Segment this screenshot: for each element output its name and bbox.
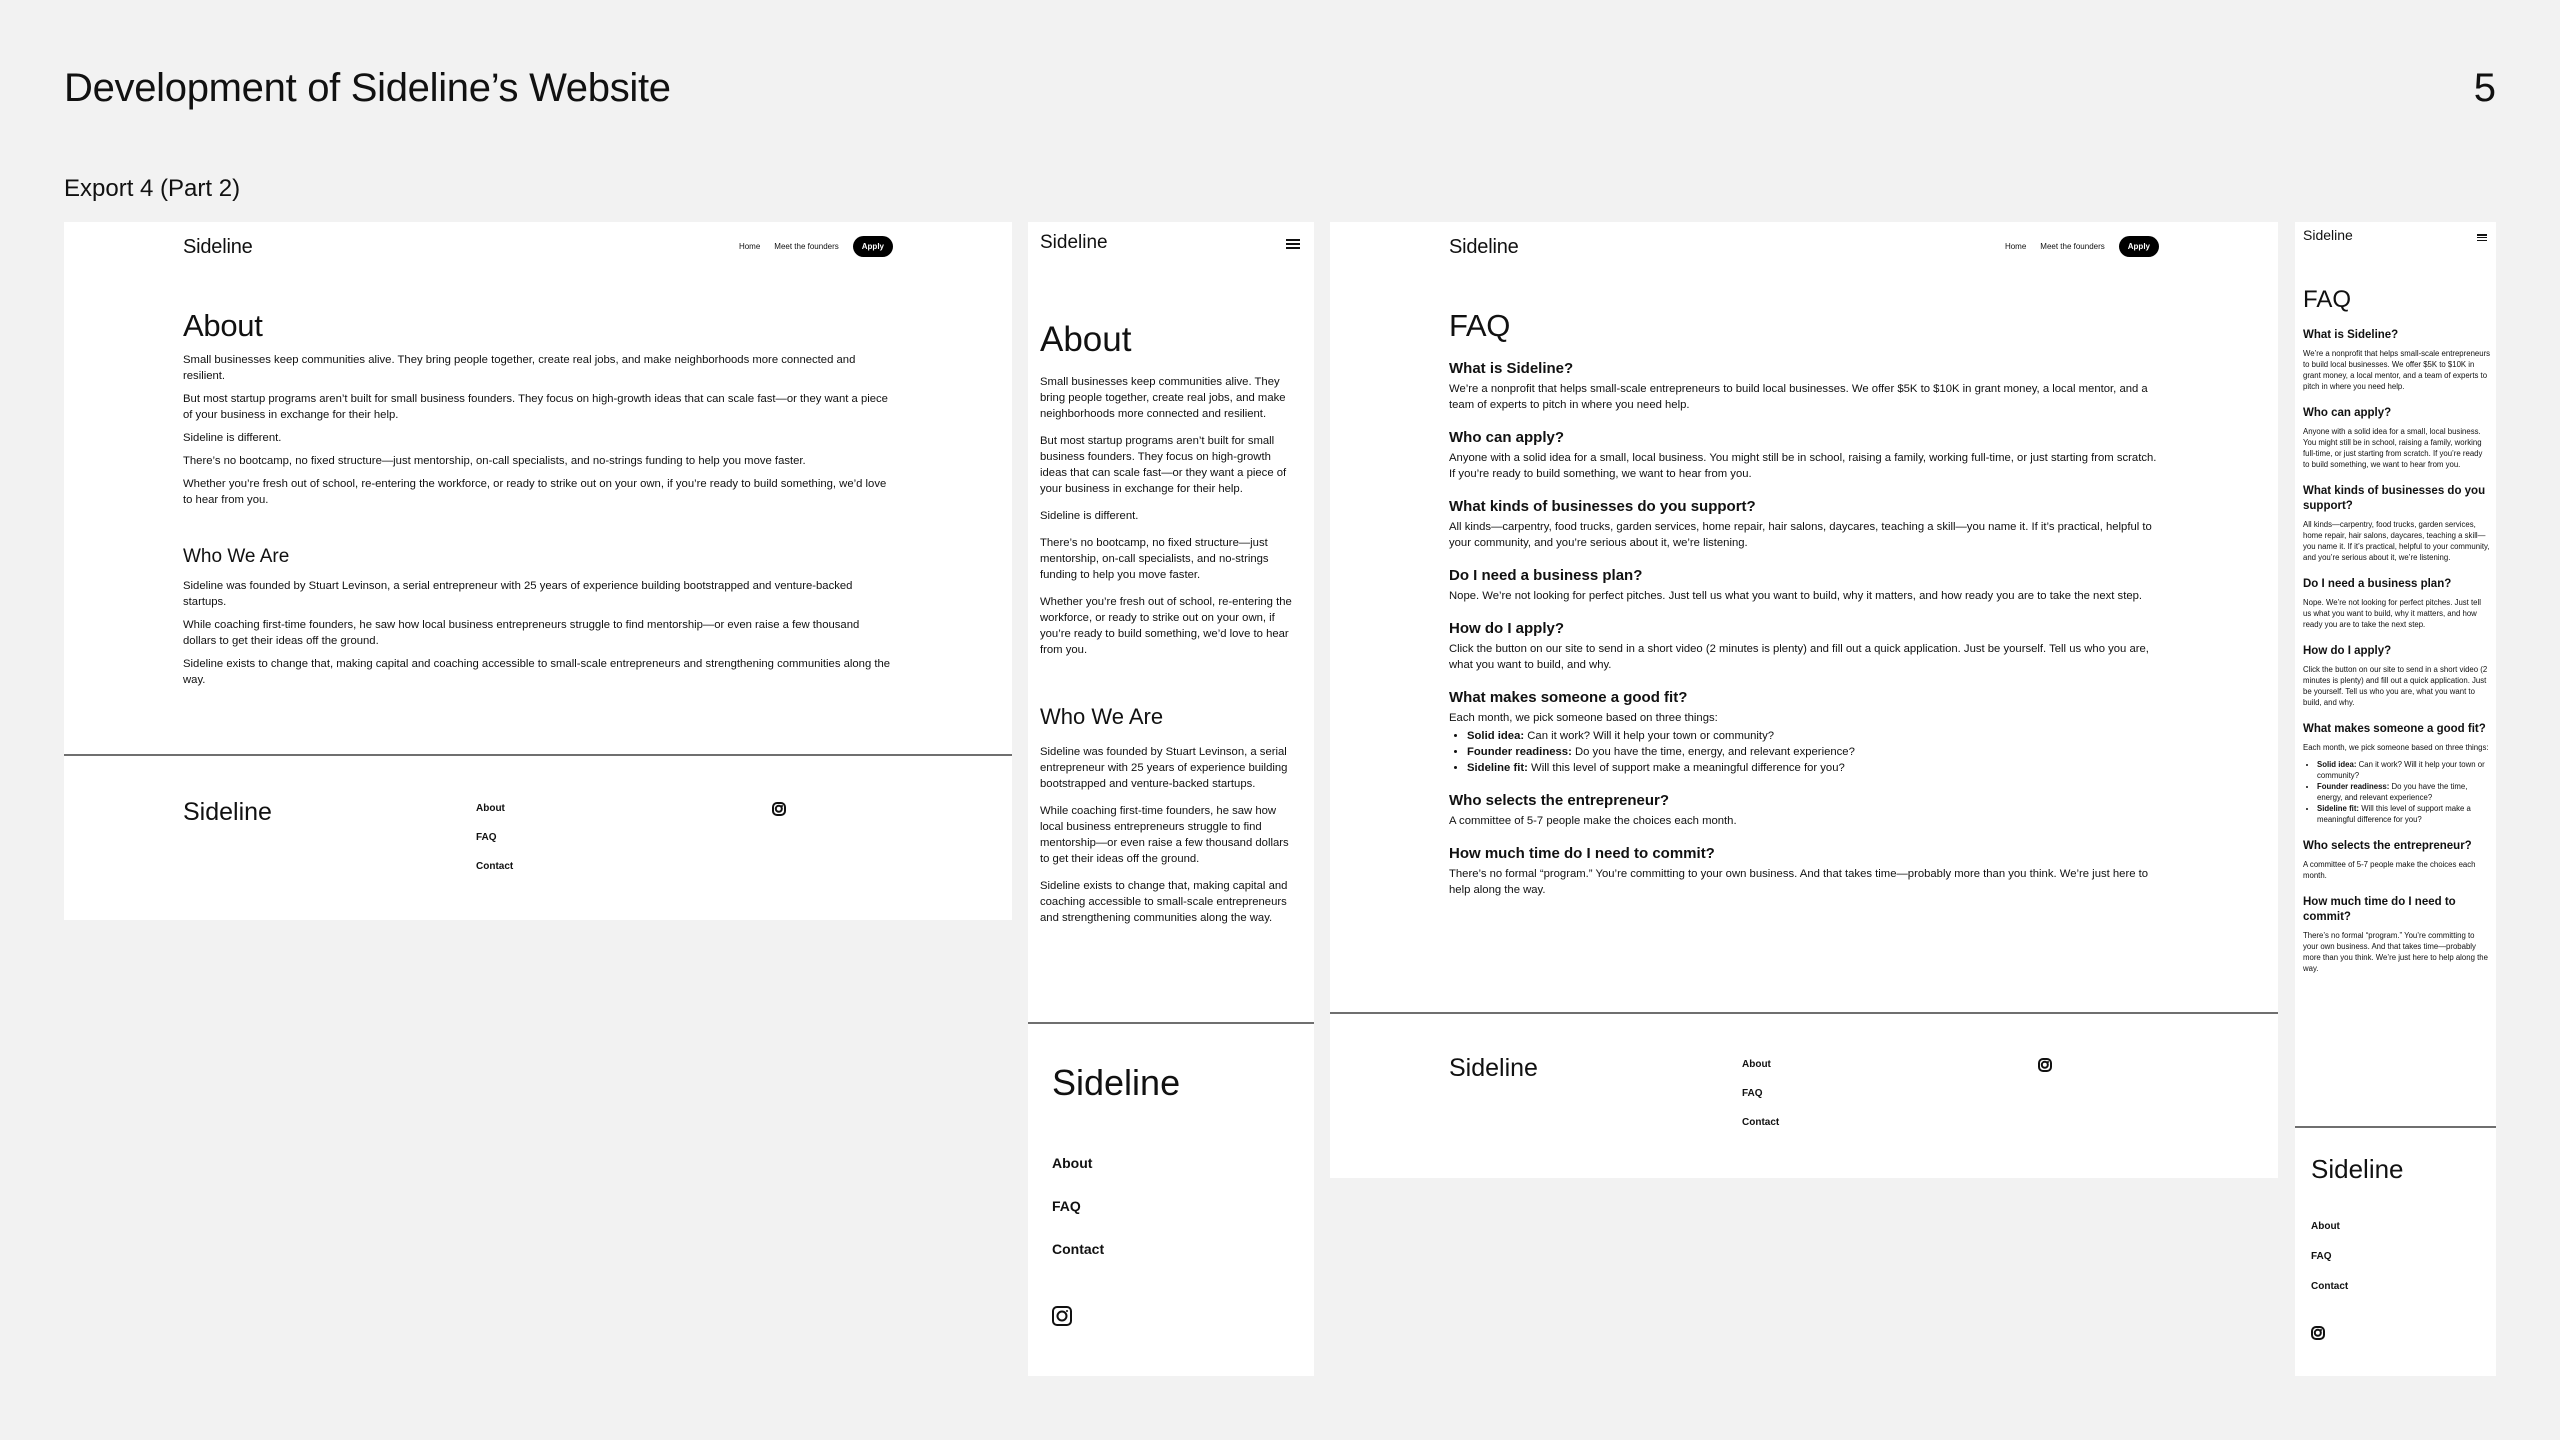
nav-logo[interactable]: Sideline: [1040, 232, 1108, 253]
criteria-label: Founder readiness:: [1467, 746, 1572, 758]
footer-link-faq[interactable]: FAQ: [2311, 1251, 2332, 1262]
fit-criteria-list: [2317, 759, 2491, 825]
footer-links: [476, 794, 513, 881]
faq-answer: We’re a nonprofit that helps small-scale entrepreneurs to build local businesses. We offer $5K to $10K in grant money, a local mentor, and a team of experts to pitch in where you need help.: [2303, 349, 2491, 391]
slide-title: Development of Sideline’s Website: [64, 66, 671, 110]
about-content: [1040, 320, 1298, 937]
faq-question: Who selects the entrepreneur?: [1449, 792, 1670, 809]
faq-answer: Nope. We’re not looking for perfect pitches. Just tell us what you want to build, why it matters, and how ready you are to take the next step.: [1449, 590, 2143, 602]
criteria-text: Will this level of support make a meaningful difference for you?: [1527, 762, 1845, 774]
who-paragraph: Sideline was founded by Stuart Levinson, a serial entrepreneur with 25 years of experience building bootstrapped and venture-backed startups.: [183, 580, 853, 608]
faq-answer: Each month, we pick someone based on three things:: [1449, 712, 1718, 724]
about-content: [183, 308, 895, 695]
faq-answer: A committee of 5-7 people make the choices each month.: [2303, 860, 2476, 880]
footer-link-about[interactable]: About: [476, 803, 505, 814]
about-heading: About: [1040, 320, 1132, 359]
faq-question: Who selects the entrepreneur?: [2303, 840, 2472, 852]
faq-question: Who can apply?: [2303, 407, 2392, 419]
criteria-text: Can it work? Will it help your town or community?: [2317, 760, 2485, 780]
nav-founders-link[interactable]: Meet the founders: [2040, 242, 2105, 251]
faq-question: Do I need a business plan?: [2303, 578, 2452, 590]
about-paragraph: Small businesses keep communities alive. They bring people together, create real jobs, and make neighborhoods more connected and resilient.: [1040, 376, 1286, 420]
footer-link-contact[interactable]: Contact: [2311, 1281, 2349, 1292]
instagram-icon[interactable]: [772, 802, 786, 816]
faq-question: How do I apply?: [2303, 645, 2392, 657]
faq-question: What makes someone a good fit?: [1449, 689, 1688, 706]
nav-founders-link[interactable]: Meet the founders: [774, 242, 839, 251]
list-item: [2317, 781, 2491, 803]
desktop-faq-frame: [1330, 222, 2278, 1178]
who-we-are-heading: Who We Are: [1040, 704, 1164, 729]
footer-divider: [1330, 1012, 2278, 1014]
footer-link-contact[interactable]: Contact: [1052, 1241, 1105, 1257]
faq-question: What kinds of businesses do you support?: [2303, 485, 2486, 512]
about-paragraph: But most startup programs aren’t built for small business founders. They focus on high-growth ideas that can scale fast—or they want a piece of your business in exchange for their help.: [183, 393, 888, 421]
faq-answer: There’s no formal “program.” You’re committing to your own business. And that takes time—probably more than you think. We’re just here to help along the way.: [1449, 868, 2149, 896]
footer-link-contact[interactable]: Contact: [1742, 1117, 1780, 1128]
about-paragraph: There’s no bootcamp, no fixed structure—just mentorship, on-call specialists, and no-strings funding to help you move faster.: [183, 455, 806, 467]
about-paragraph: Sideline is different.: [183, 432, 282, 444]
nav-logo[interactable]: Sideline: [2303, 227, 2353, 243]
faq-answer: Each month, we pick someone based on three things:: [2303, 743, 2489, 752]
nav-logo[interactable]: Sideline: [183, 236, 253, 258]
footer-logo[interactable]: Sideline: [2311, 1154, 2404, 1184]
instagram-icon[interactable]: [2311, 1326, 2325, 1340]
list-item: [2317, 759, 2491, 781]
about-paragraph: Whether you’re fresh out of school, re-entering the workforce, or ready to strike out on your own, if you’re ready to build something, we’d love to hear from you.: [183, 478, 887, 506]
criteria-label: Sideline fit:: [2317, 804, 2360, 813]
faq-answer: Anyone with a solid idea for a small, local business. You might still be in school, raising a family, working full-time, or just starting from scratch. If you’re ready to build something, we want to hear from you.: [1449, 452, 2157, 480]
footer-link-about[interactable]: About: [1052, 1155, 1093, 1171]
faq-heading: FAQ: [1449, 308, 1511, 343]
footer-link-faq[interactable]: FAQ: [476, 832, 497, 843]
fit-criteria-list: [1467, 728, 2161, 776]
about-paragraph: Whether you’re fresh out of school, re-entering the workforce, or ready to strike out on your own, if you’re ready to build something, we’d love to hear from you.: [1040, 596, 1292, 656]
apply-button[interactable]: Apply: [853, 236, 893, 257]
faq-answer: Anyone with a solid idea for a small, local business. You might still be in school, raising a family, working full-time, or just starting from scratch. If you’re ready to build something, we want to hear from you.: [2303, 427, 2483, 469]
faq-answer: Click the button on our site to send in a short video (2 minutes is plenty) and fill out a quick application. Just be yourself. Tell us who you are, what you want to build, and why.: [2303, 665, 2488, 707]
footer-divider: [1028, 1022, 1314, 1024]
faq-question: How much time do I need to commit?: [1449, 845, 1715, 862]
faq-answer: A committee of 5-7 people make the choices each month.: [1449, 815, 1737, 827]
apply-button[interactable]: Apply: [2119, 236, 2159, 257]
faq-content: [2303, 286, 2491, 974]
footer-links: [1052, 1142, 1104, 1271]
about-paragraph: There’s no bootcamp, no fixed structure—just mentorship, on-call specialists, and no-strings funding to help you move faster.: [1040, 537, 1269, 581]
about-heading: About: [183, 308, 263, 343]
faq-answer: Nope. We’re not looking for perfect pitches. Just tell us what you want to build, why it matters, and how ready you are to take the next step.: [2303, 598, 2481, 629]
who-we-are-heading: Who We Are: [183, 546, 290, 567]
about-paragraph: Sideline is different.: [1040, 510, 1139, 522]
nav-bar: [2005, 236, 2159, 257]
footer-divider: [2295, 1126, 2496, 1128]
criteria-label: Solid idea:: [2317, 760, 2357, 769]
footer-divider: [64, 754, 1012, 756]
mobile-faq-frame: [2295, 222, 2496, 1376]
faq-question: What makes someone a good fit?: [2303, 723, 2486, 735]
faq-question: What is Sideline?: [2303, 329, 2399, 341]
instagram-icon[interactable]: [2038, 1058, 2052, 1072]
list-item: [2317, 803, 2491, 825]
faq-question: How do I apply?: [1449, 620, 1564, 637]
criteria-label: Sideline fit:: [1467, 762, 1528, 774]
who-paragraph: While coaching first-time founders, he saw how local business entrepreneurs struggle to find mentorship—or even raise a few thousand dollars to get their ideas off the ground.: [183, 619, 860, 647]
footer-link-about[interactable]: About: [1742, 1059, 1771, 1070]
list-item: [1467, 728, 2161, 744]
faq-answer: There’s no formal “program.” You’re committing to your own business. And that takes time—probably more than you think. We’re just here to help along the way.: [2303, 931, 2488, 973]
list-item: [1467, 744, 2161, 760]
hamburger-menu-icon[interactable]: [2477, 234, 2487, 241]
footer-link-contact[interactable]: Contact: [476, 861, 514, 872]
faq-question: Do I need a business plan?: [1449, 567, 1643, 584]
faq-answer: Click the button on our site to send in a short video (2 minutes is plenty) and fill out a quick application. Just be yourself. Tell us who you are, what you want to build, and why.: [1449, 643, 2149, 671]
faq-content: [1449, 308, 2161, 905]
faq-answer: We’re a nonprofit that helps small-scale entrepreneurs to build local businesses. We offer $5K to $10K in grant money, a local mentor, and a team of experts to pitch in where you need help.: [1449, 383, 2148, 411]
mobile-about-frame: [1028, 222, 1314, 1376]
list-item: [1467, 760, 2161, 776]
faq-heading: FAQ: [2303, 286, 2352, 313]
faq-question: How much time do I need to commit?: [2303, 896, 2456, 923]
footer-links: [1742, 1050, 1779, 1137]
about-paragraph: Small businesses keep communities alive. They bring people together, create real jobs, and make neighborhoods more connected and resilient.: [183, 354, 856, 382]
faq-question: Who can apply?: [1449, 429, 1565, 446]
criteria-text: Do you have the time, energy, and relevant experience?: [2317, 782, 2468, 802]
who-paragraph: Sideline exists to change that, making capital and coaching accessible to small-scale entrepreneurs and strengthening communities along the way.: [183, 658, 891, 686]
criteria-text: Do you have the time, energy, and relevant experience?: [1571, 746, 1855, 758]
footer-link-about[interactable]: About: [2311, 1221, 2340, 1232]
footer-link-faq[interactable]: FAQ: [1052, 1198, 1081, 1214]
nav-logo[interactable]: Sideline: [1449, 236, 1519, 258]
instagram-icon[interactable]: [1052, 1306, 1072, 1326]
criteria-label: Solid idea:: [1467, 730, 1525, 742]
footer-logo[interactable]: Sideline: [183, 798, 272, 826]
desktop-about-frame: [64, 222, 1012, 920]
criteria-text: Can it work? Will it help your town or community?: [1524, 730, 1774, 742]
who-paragraph: Sideline was founded by Stuart Levinson, a serial entrepreneur with 25 years of experience building bootstrapped and venture-backed startups.: [1040, 746, 1288, 790]
faq-answer: All kinds—carpentry, food trucks, garden services, home repair, hair salons, daycares, teaching a skill—you name it. If it’s practical, helpful to your community, and you’re serious about it, we’re listening.: [2303, 520, 2490, 562]
about-paragraph: But most startup programs aren’t built for small business founders. They focus on high-growth ideas that can scale fast—or they want a piece of your business in exchange for their help.: [1040, 435, 1287, 495]
faq-answer: All kinds—carpentry, food trucks, garden services, home repair, hair salons, daycares, teaching a skill—you name it. If it’s practical, helpful to your community, and you’re serious about it, we’re listening.: [1449, 521, 2152, 549]
faq-question: What kinds of businesses do you support?: [1449, 498, 1756, 515]
criteria-text: Will this level of support make a meaningful difference for you?: [2317, 804, 2471, 824]
nav-home-link[interactable]: Home: [738, 242, 761, 251]
nav-home-link[interactable]: Home: [2004, 242, 2027, 251]
footer-logo[interactable]: Sideline: [1449, 1054, 1538, 1082]
who-paragraph: Sideline exists to change that, making capital and coaching accessible to small-scale entrepreneurs and strengthening communities along the way.: [1040, 880, 1288, 924]
footer-link-faq[interactable]: FAQ: [1742, 1088, 1763, 1099]
nav-bar: [739, 236, 893, 257]
slide-subtitle: Export 4 (Part 2): [64, 175, 241, 202]
footer-links: [2311, 1212, 2348, 1302]
faq-question: What is Sideline?: [1449, 360, 1574, 377]
criteria-label: Founder readiness:: [2317, 782, 2390, 791]
slide-page-number: 5: [2473, 66, 2496, 110]
who-paragraph: While coaching first-time founders, he saw how local business entrepreneurs struggle to find mentorship—or even raise a few thousand dollars to get their ideas off the ground.: [1040, 805, 1289, 865]
hamburger-menu-icon[interactable]: [1286, 239, 1300, 249]
footer-logo[interactable]: Sideline: [1052, 1062, 1181, 1103]
